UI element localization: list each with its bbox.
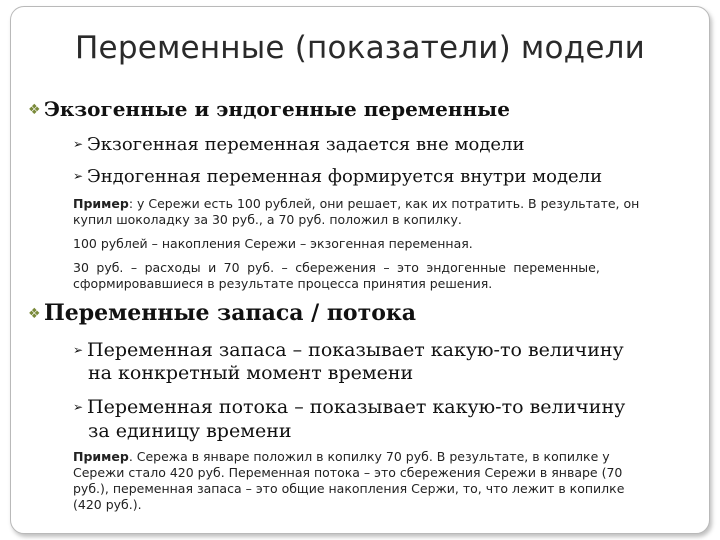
diamond-bullet-icon: ❖ <box>28 306 41 322</box>
section2-item2-line2: за единицу времени <box>88 420 292 442</box>
section1-example-line1 <box>73 196 639 211</box>
diamond-bullet-icon: ❖ <box>28 102 41 118</box>
section1-item2: Эндогенная переменная формируется внутри модели <box>87 166 603 187</box>
section1-para2: 100 рублей – накопления Сережи – экзогенная переменная. <box>73 236 473 251</box>
section2-item2-line1: Переменная потока – показывает какую-то величину <box>87 396 626 418</box>
section1-para3-line1: 30 руб. – расходы и 70 руб. – сбережения – это эндогенные переменные, <box>73 260 600 275</box>
section1-item2-row <box>73 166 602 187</box>
slide-title: Переменные (показатели) модели <box>75 30 645 66</box>
arrow-bullet-icon: ➢ <box>73 169 84 183</box>
section2-heading-row <box>28 300 416 326</box>
section1-para3-line2: сформировавшиеся в результате процесса принятия решения. <box>73 276 493 291</box>
section1-example-line2: купил шоколадку за 30 руб., а 70 руб. положил в копилку. <box>73 212 462 227</box>
example-label: Пример <box>73 449 129 464</box>
example-text: : у Сережи есть 100 рублей, они решает, как их потратить. В результате, он <box>128 196 640 211</box>
section2-item1-line1: Переменная запаса – показывает какую-то величину <box>87 339 624 361</box>
section1-heading-row <box>28 97 510 121</box>
section2-example-line4: (420 руб.). <box>73 497 142 512</box>
section2-heading: Переменные запаса / потока <box>44 300 417 326</box>
section1-item1: Экзогенная переменная задается вне модели <box>87 134 525 155</box>
example-text: . Сережа в январе положил в копилку 70 руб. В результате, в копилке у <box>128 449 610 464</box>
section2-example-line3: руб.), переменная запаса – это общие накопления Сержи, то, что лежит в копилке <box>73 481 625 496</box>
section2-item1-line2: на конкретный момент времени <box>88 362 414 384</box>
example-label: Пример <box>73 196 129 211</box>
arrow-bullet-icon: ➢ <box>73 137 84 151</box>
section2-item2-row <box>73 396 625 418</box>
arrow-bullet-icon: ➢ <box>73 343 84 357</box>
section2-example-line1 <box>73 449 610 464</box>
section1-heading: Экзогенные и эндогенные переменные <box>44 97 510 121</box>
section2-example-line2: Сережи стало 420 руб. Переменная потока – это сбережения Сережи в январе (70 <box>73 465 623 480</box>
section1-item1-row <box>73 134 524 155</box>
section2-item1-row <box>73 339 624 361</box>
arrow-bullet-icon: ➢ <box>73 400 84 414</box>
